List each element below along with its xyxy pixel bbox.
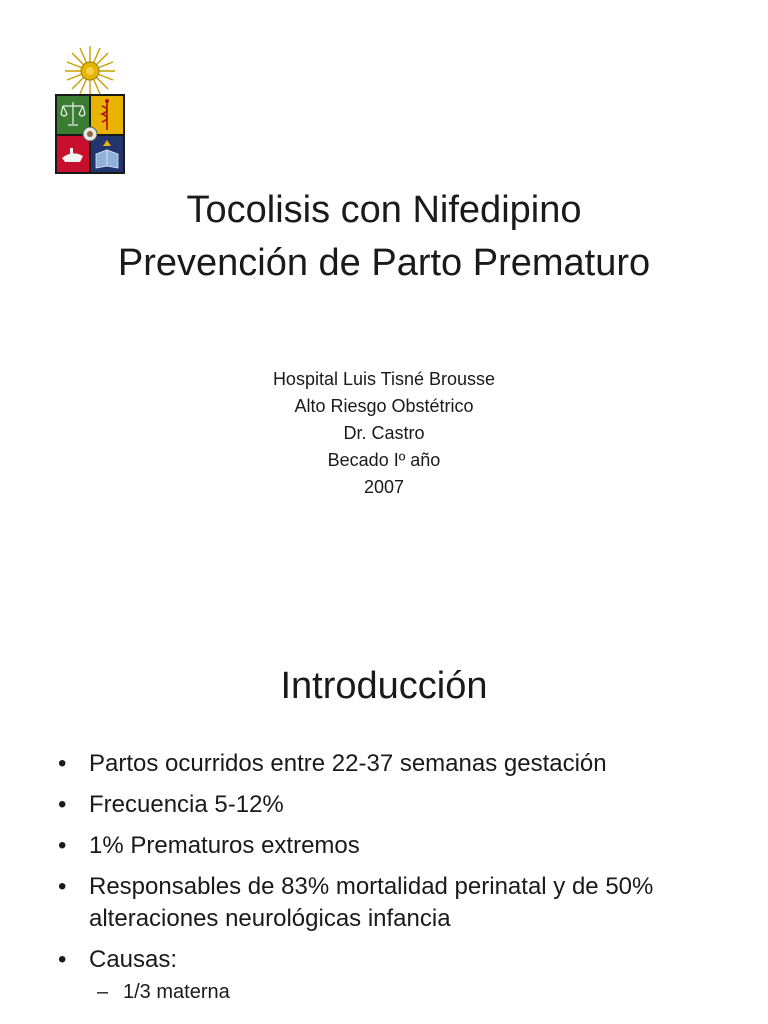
bullet-item <box>58 748 718 780</box>
sub-bullet-list <box>89 978 718 1006</box>
bullet-item <box>58 944 718 1006</box>
bullet-marker: • <box>58 750 67 777</box>
dash-marker: – <box>97 981 109 1003</box>
slide-title-line-2: Prevención de Parto Prematuro <box>117 242 651 284</box>
section-title: Introducción <box>280 665 488 707</box>
slide-title-line-1: Tocolisis con Nifedipino <box>186 189 582 231</box>
bullet-text: Frecuencia 5-12% <box>89 791 284 818</box>
subtitle-year: 2007 <box>363 477 405 497</box>
bullet-item <box>58 789 718 821</box>
bullet-text: Partos ocurridos entre 22-37 semanas gestación <box>89 750 607 777</box>
bullet-list <box>58 748 718 1015</box>
subtitle-department: Alto Riesgo Obstétrico <box>294 396 474 416</box>
introduction-slide <box>0 576 768 1024</box>
sub-bullet-item <box>97 978 718 1006</box>
bullet-marker: • <box>58 832 67 859</box>
bullet-marker: • <box>58 873 67 900</box>
bullet-text: Responsables de 83% mortalidad perinatal y de 50% alteraciones neurológicas infancia <box>89 873 654 932</box>
bullet-item <box>58 830 718 862</box>
subtitle-hospital: Hospital Luis Tisné Brousse <box>272 369 496 389</box>
university-crest-icon <box>50 44 130 178</box>
bullet-item <box>58 871 718 935</box>
sub-bullet-text: 1/3 materna <box>123 981 230 1003</box>
bullet-marker: • <box>58 791 67 818</box>
bullet-text: Causas: <box>89 946 178 973</box>
subtitle-role: Becado Iº año <box>327 450 441 470</box>
bullet-text: 1% Prematuros extremos <box>89 832 360 859</box>
slide-title <box>0 184 768 290</box>
bullet-marker: • <box>58 946 67 973</box>
slide-subtitle <box>0 366 768 501</box>
subtitle-author: Dr. Castro <box>343 423 425 443</box>
